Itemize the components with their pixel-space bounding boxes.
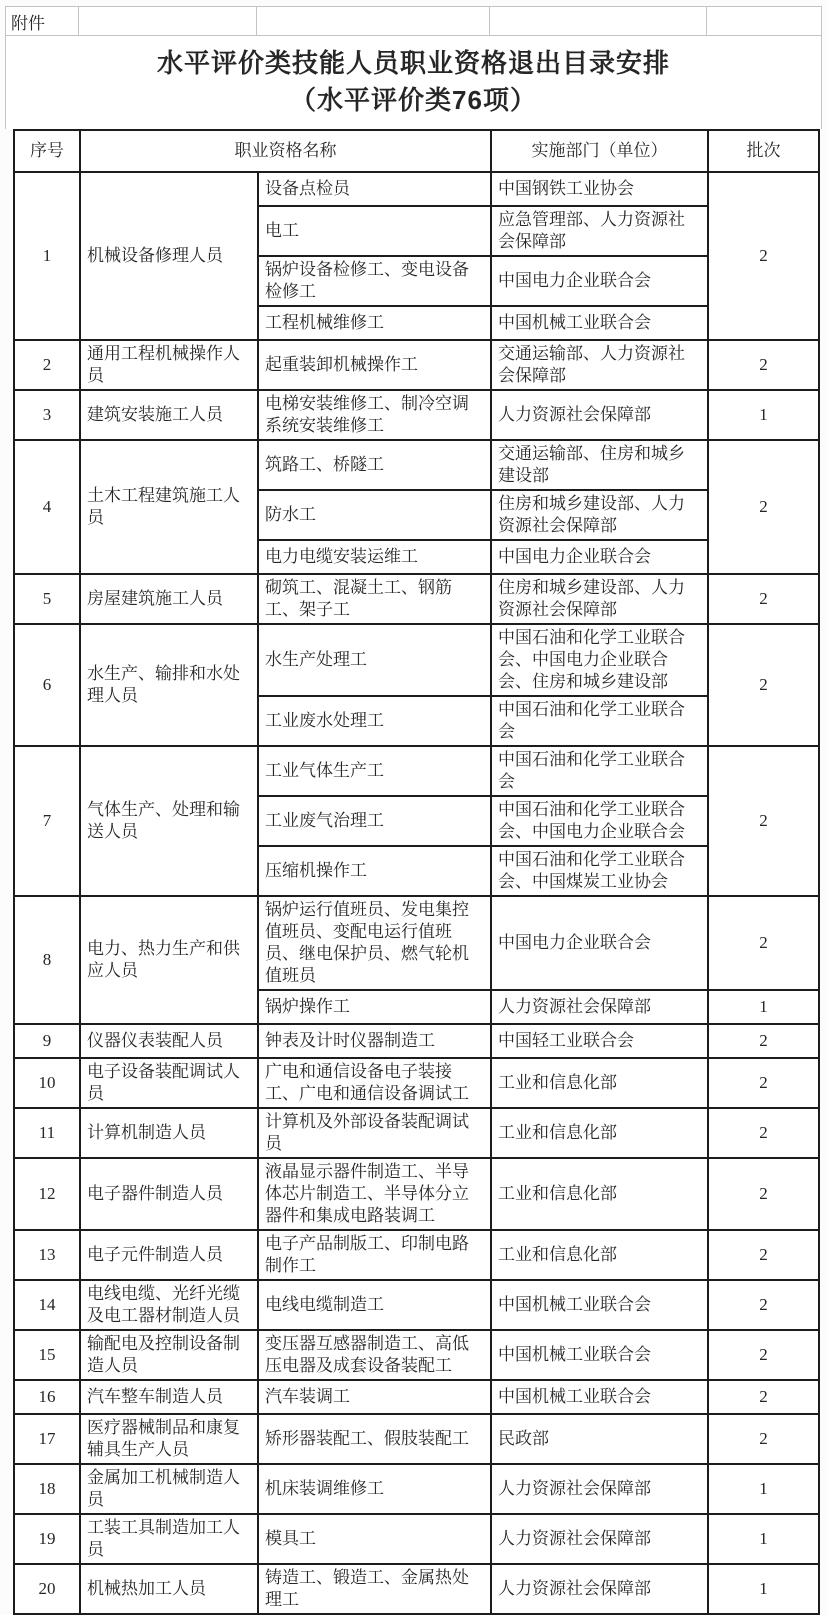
- occupation-cell: 机床装调维修工: [258, 1464, 491, 1514]
- category-cell: 通用工程机械操作人员: [80, 340, 258, 390]
- occupation-cell: 砌筑工、混凝土工、钢筋工、架子工: [258, 574, 491, 624]
- department-cell: 工业和信息化部: [491, 1230, 708, 1280]
- index-cell: 13: [14, 1230, 80, 1280]
- index-cell: 10: [14, 1058, 80, 1108]
- index-cell: 3: [14, 390, 80, 440]
- batch-cell: 2: [708, 1058, 819, 1108]
- batch-cell: 2: [708, 1380, 819, 1414]
- attachment-empty-cell-4: [707, 6, 822, 36]
- table-row: [14, 390, 819, 440]
- occupation-cell: 电线电缆制造工: [258, 1280, 491, 1330]
- table-header-row: [14, 130, 819, 172]
- category-cell: 汽车整车制造人员: [80, 1380, 258, 1414]
- department-cell: 人力资源社会保障部: [491, 1514, 708, 1564]
- index-cell: 6: [14, 624, 80, 746]
- document-subtitle: （水平评价类76项）: [290, 85, 537, 115]
- index-cell: 12: [14, 1158, 80, 1230]
- department-cell: 中国石油和化学工业联合会、中国电力企业联合会、住房和城乡建设部: [491, 624, 708, 696]
- department-cell: 中国机械工业联合会: [491, 1280, 708, 1330]
- department-cell: 工业和信息化部: [491, 1108, 708, 1158]
- attachment-label: 附件: [5, 6, 79, 36]
- batch-cell: 2: [708, 1108, 819, 1158]
- department-cell: 中国轻工业联合会: [491, 1024, 708, 1058]
- attachment-empty-cell-2: [257, 6, 490, 36]
- index-cell: 19: [14, 1514, 80, 1564]
- table-row: [14, 1514, 819, 1564]
- col-header-name: 职业资格名称: [80, 130, 491, 172]
- table-row: [14, 1024, 819, 1058]
- occupation-cell: 工程机械维修工: [258, 306, 491, 340]
- category-cell: 气体生产、处理和输送人员: [80, 746, 258, 896]
- department-cell: 中国机械工业联合会: [491, 306, 708, 340]
- batch-cell: 2: [708, 574, 819, 624]
- table-row: [14, 340, 819, 390]
- occupation-cell: 计算机及外部设备装配调试员: [258, 1108, 491, 1158]
- category-cell: 水生产、输排和水处理人员: [80, 624, 258, 746]
- category-cell: 电线电缆、光纤光缆及电工器材制造人员: [80, 1280, 258, 1330]
- index-cell: 8: [14, 896, 80, 1024]
- occupation-cell: 压缩机操作工: [258, 846, 491, 896]
- occupation-cell: 工业废气治理工: [258, 796, 491, 846]
- index-cell: 17: [14, 1414, 80, 1464]
- table-row: [14, 172, 819, 206]
- category-cell: 金属加工机械制造人员: [80, 1464, 258, 1514]
- title-block: [5, 36, 822, 129]
- occupation-cell: 液晶显示器件制造工、半导体芯片制造工、半导体分立器件和集成电路装调工: [258, 1158, 491, 1230]
- batch-cell: 2: [708, 1158, 819, 1230]
- category-cell: 电力、热力生产和供应人员: [80, 896, 258, 1024]
- department-cell: 工业和信息化部: [491, 1158, 708, 1230]
- occupation-cell: 锅炉运行值班员、发电集控值班员、变配电运行值班员、继电保护员、燃气轮机值班员: [258, 896, 491, 990]
- category-cell: 电子元件制造人员: [80, 1230, 258, 1280]
- department-cell: 交通运输部、人力资源社会保障部: [491, 340, 708, 390]
- department-cell: 人力资源社会保障部: [491, 990, 708, 1024]
- table-row: [14, 1414, 819, 1464]
- batch-cell: 2: [708, 1280, 819, 1330]
- index-cell: 14: [14, 1280, 80, 1330]
- occupation-cell: 变压器互感器制造工、高低压电器及成套设备装配工: [258, 1330, 491, 1380]
- department-cell: 人力资源社会保障部: [491, 1464, 708, 1514]
- department-cell: 交通运输部、住房和城乡建设部: [491, 440, 708, 490]
- occupation-cell: 电工: [258, 206, 491, 256]
- attachment-empty-cell-3: [490, 6, 707, 36]
- table-row: [14, 1464, 819, 1514]
- department-cell: 中国机械工业联合会: [491, 1380, 708, 1414]
- table-row: [14, 1108, 819, 1158]
- department-cell: 中国石油和化学工业联合会: [491, 696, 708, 746]
- occupation-cell: 电力电缆安装运维工: [258, 540, 491, 574]
- batch-cell: 2: [708, 1230, 819, 1280]
- index-cell: 7: [14, 746, 80, 896]
- table-row: [14, 1230, 819, 1280]
- department-cell: 中国机械工业联合会: [491, 1330, 708, 1380]
- table-row: [14, 1058, 819, 1108]
- category-cell: 计算机制造人员: [80, 1108, 258, 1158]
- table-row: [14, 624, 819, 696]
- index-cell: 9: [14, 1024, 80, 1058]
- occupation-cell: 广电和通信设备电子装接工、广电和通信设备调试工: [258, 1058, 491, 1108]
- department-cell: 中国电力企业联合会: [491, 256, 708, 306]
- batch-cell: 2: [708, 1024, 819, 1058]
- table-row: [14, 1158, 819, 1230]
- index-cell: 1: [14, 172, 80, 340]
- occupation-cell: 防水工: [258, 490, 491, 540]
- batch-cell: 2: [708, 340, 819, 390]
- batch-cell: 1: [708, 390, 819, 440]
- category-cell: 医疗器械制品和康复辅具生产人员: [80, 1414, 258, 1464]
- department-cell: 中国电力企业联合会: [491, 896, 708, 990]
- occupation-cell: 矫形器装配工、假肢装配工: [258, 1414, 491, 1464]
- occupation-cell: 工业气体生产工: [258, 746, 491, 796]
- table-row: [14, 1330, 819, 1380]
- occupation-cell: 锅炉操作工: [258, 990, 491, 1024]
- department-cell: 住房和城乡建设部、人力资源社会保障部: [491, 490, 708, 540]
- table-row: [14, 574, 819, 624]
- batch-cell: 2: [708, 440, 819, 574]
- department-cell: 人力资源社会保障部: [491, 1564, 708, 1614]
- index-cell: 4: [14, 440, 80, 574]
- table-row: [14, 1380, 819, 1414]
- category-cell: 房屋建筑施工人员: [80, 574, 258, 624]
- col-header-index: 序号: [14, 130, 80, 172]
- occupation-cell: 电子产品制版工、印制电路制作工: [258, 1230, 491, 1280]
- batch-cell: 2: [708, 1414, 819, 1464]
- batch-cell: 2: [708, 896, 819, 990]
- category-cell: 电子器件制造人员: [80, 1158, 258, 1230]
- index-cell: 18: [14, 1464, 80, 1514]
- category-cell: 电子设备装配调试人员: [80, 1058, 258, 1108]
- occupation-cell: 汽车装调工: [258, 1380, 491, 1414]
- batch-cell: 1: [708, 990, 819, 1024]
- table-row: [14, 896, 819, 990]
- category-cell: 工装工具制造加工人员: [80, 1514, 258, 1564]
- department-cell: 人力资源社会保障部: [491, 390, 708, 440]
- batch-cell: 2: [708, 624, 819, 746]
- index-cell: 2: [14, 340, 80, 390]
- index-cell: 20: [14, 1564, 80, 1614]
- occupation-cell: 水生产处理工: [258, 624, 491, 696]
- occupation-cell: 筑路工、桥隧工: [258, 440, 491, 490]
- department-cell: 中国钢铁工业协会: [491, 172, 708, 206]
- index-cell: 5: [14, 574, 80, 624]
- col-header-batch: 批次: [708, 130, 819, 172]
- occupation-cell: 电梯安装维修工、制冷空调系统安装维修工: [258, 390, 491, 440]
- department-cell: 住房和城乡建设部、人力资源社会保障部: [491, 574, 708, 624]
- occupation-cell: 模具工: [258, 1514, 491, 1564]
- table-row: [14, 1564, 819, 1614]
- category-cell: 建筑安装施工人员: [80, 390, 258, 440]
- occupation-cell: 钟表及计时仪器制造工: [258, 1024, 491, 1058]
- department-cell: 中国石油和化学工业联合会、中国煤炭工业协会: [491, 846, 708, 896]
- qualification-table-body: [14, 130, 819, 1614]
- category-cell: 机械热加工人员: [80, 1564, 258, 1614]
- col-header-department: 实施部门（单位）: [491, 130, 708, 172]
- batch-cell: 1: [708, 1514, 819, 1564]
- batch-cell: 2: [708, 1330, 819, 1380]
- department-cell: 工业和信息化部: [491, 1058, 708, 1108]
- attachment-empty-cell-1: [79, 6, 257, 36]
- occupation-cell: 锅炉设备检修工、变电设备检修工: [258, 256, 491, 306]
- category-cell: 机械设备修理人员: [80, 172, 258, 340]
- department-cell: 中国石油和化学工业联合会、中国电力企业联合会: [491, 796, 708, 846]
- index-cell: 11: [14, 1108, 80, 1158]
- occupation-cell: 设备点检员: [258, 172, 491, 206]
- index-cell: 15: [14, 1330, 80, 1380]
- department-cell: 中国石油和化学工业联合会: [491, 746, 708, 796]
- category-cell: 土木工程建筑施工人员: [80, 440, 258, 574]
- occupation-cell: 铸造工、锻造工、金属热处理工: [258, 1564, 491, 1614]
- qualification-table: [13, 129, 820, 1615]
- table-row: [14, 440, 819, 490]
- category-cell: 仪器仪表装配人员: [80, 1024, 258, 1058]
- occupation-cell: 起重装卸机械操作工: [258, 340, 491, 390]
- department-cell: 应急管理部、人力资源社会保障部: [491, 206, 708, 256]
- occupation-cell: 工业废水处理工: [258, 696, 491, 746]
- batch-cell: 1: [708, 1464, 819, 1514]
- department-cell: 中国电力企业联合会: [491, 540, 708, 574]
- batch-cell: 2: [708, 172, 819, 340]
- table-row: [14, 1280, 819, 1330]
- category-cell: 输配电及控制设备制造人员: [80, 1330, 258, 1380]
- document-title: 水平评价类技能人员职业资格退出目录安排: [156, 48, 670, 78]
- batch-cell: 1: [708, 1564, 819, 1614]
- department-cell: 民政部: [491, 1414, 708, 1464]
- attachment-row: [5, 6, 822, 36]
- index-cell: 16: [14, 1380, 80, 1414]
- batch-cell: 2: [708, 746, 819, 896]
- table-row: [14, 746, 819, 796]
